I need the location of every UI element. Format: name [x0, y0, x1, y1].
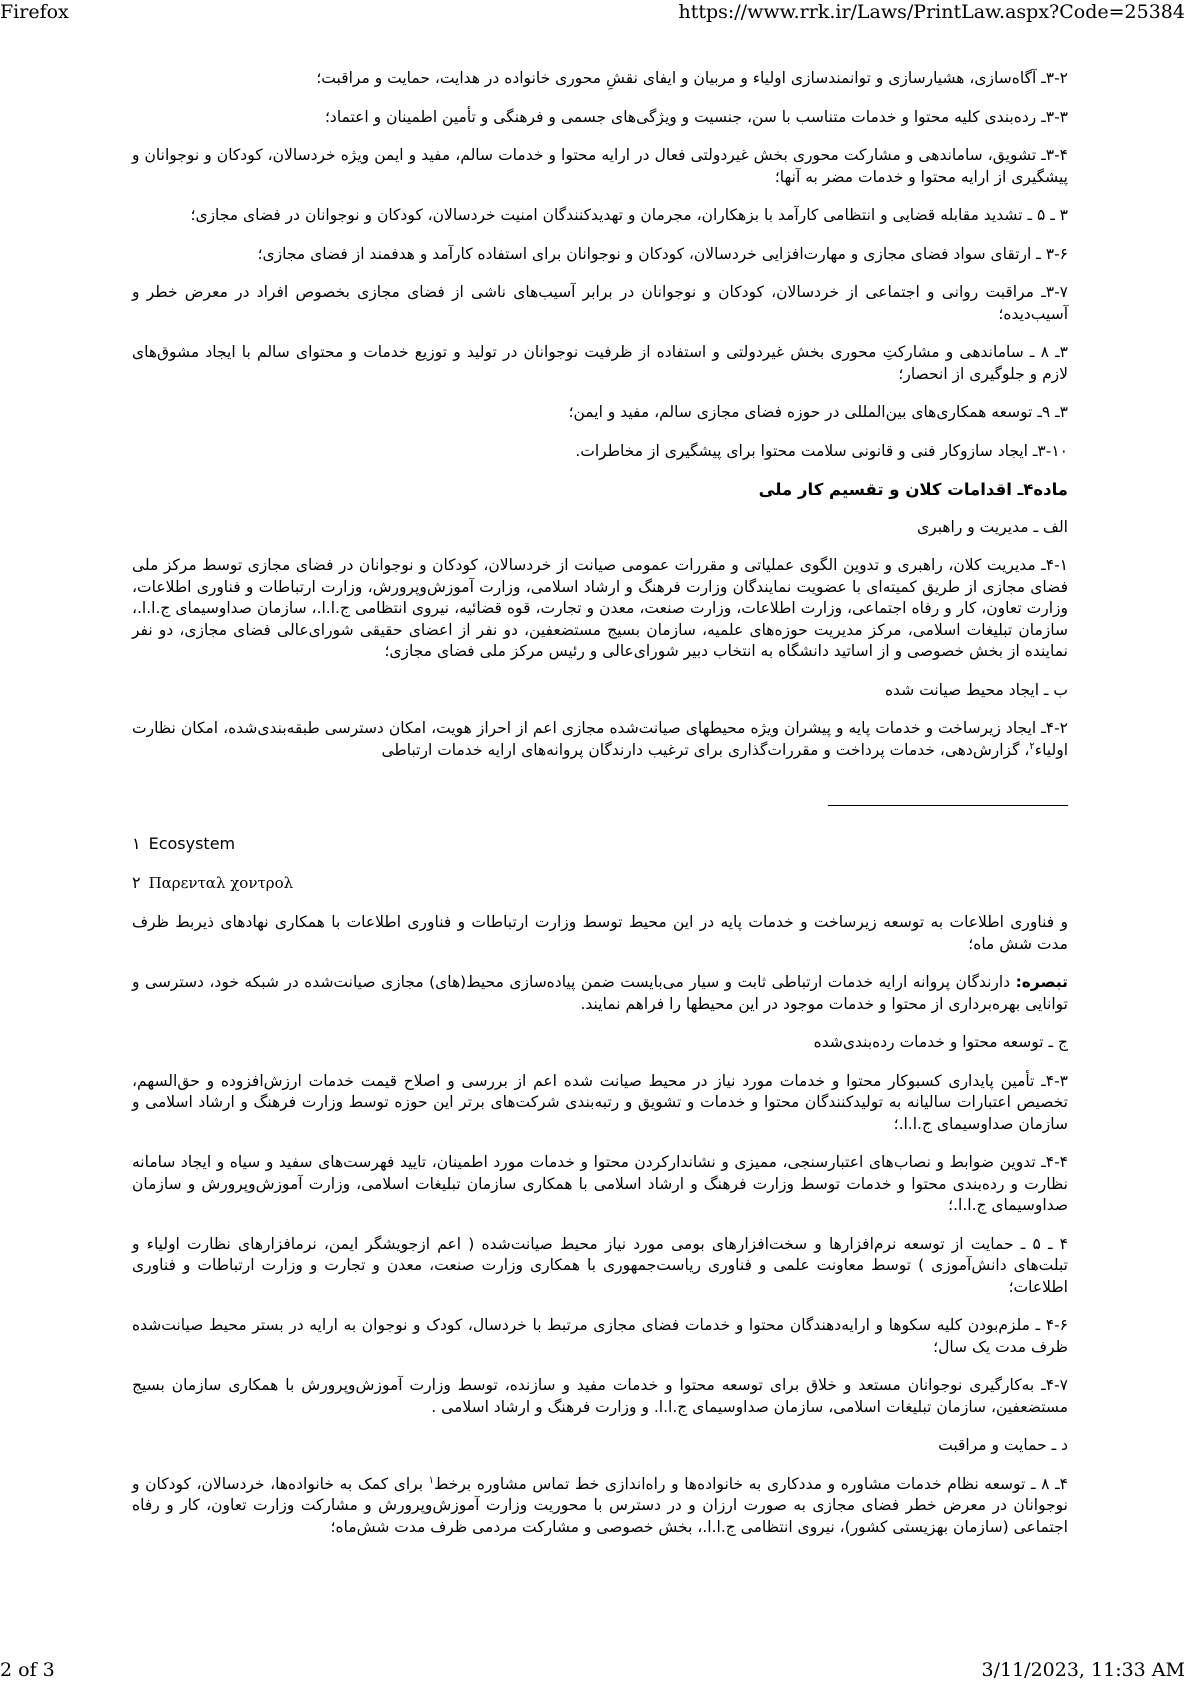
footnote-2-text: Παρενταλ χοντρολ	[148, 874, 294, 892]
page-counter: 2 of 3	[0, 1659, 55, 1681]
section-c-heading: ج ـ توسعه محتوا و خدمات رده‌بندی‌شده	[813, 1033, 1068, 1051]
footnote-ref-1[interactable]: ۱	[428, 1474, 435, 1486]
paragraph-4-2-part-b: ، گزارش‌دهی، خدمات پرداخت و مقررات‌گذاری برای ترغیب دارندگان پروانه‌های ارایه خدمات ارتباطی	[381, 740, 1030, 759]
footnote-1	[132, 834, 1068, 854]
article-4-heading: ماده۴ـ اقدامات کلان و تقسیم کار ملی	[758, 480, 1068, 499]
paragraph-3-2: ۳-۲ـ آگاه‌سازی، هشیارسازی و توانمندسازی اولیاء و مربیان و ایفای نقشِ محوری خانواده در هدایت، حمایت و مراقبت؛	[316, 69, 1068, 87]
page-url[interactable]: https://www.rrk.ir/Laws/PrintLaw.aspx?Code=25384	[678, 1, 1185, 23]
paragraph-3-3: ۳-۳ـ رده‌بندی کلیه محتوا و خدمات متناسب با سن، جنسیت و ویژگی‌های جسمی و فرهنگی و تأمین اطمینان و اعتماد؛	[324, 107, 1068, 126]
paragraph-4-8-part-a: ۴ـ ۸ ـ توسعه نظام خدمات مشاوره و مددکاری به خانواده‌ها و راه‌اندازی خط تماس مشاوره برخط	[434, 1474, 1068, 1493]
print-datetime: 3/11/2023, 11:33 AM	[981, 1659, 1185, 1681]
browser-name: Firefox	[0, 1, 69, 23]
paragraph-3-4: ۳-۴ـ تشویق، ساماندهی و مشارکت محوری بخش غیردولتی فعال در ارایه محتوا و خدمات سالم، مفید و ایمن ویژه خردسالان، کودکان و نوجوانان و پیشگیری از ارایه محتوا و خدمات مضر به آنها؛	[132, 146, 1068, 186]
paragraph-4-6: ۴-۶ ـ ملزم‌بودن کلیه سکوها و ارایه‌دهندگان محتوا و خدمات فضای مجازی مرتبط با خردسال، کودک و نوجوان به ارایه در بستر محیط صیانت‌شده ظرف مدت یک سال؛	[132, 1316, 1068, 1356]
paragraph-4-2-part-a: ۴-۲ـ ایجاد زیرساخت و خدمات پایه و پیشران ویژه محیطهای صیانت‌شده مجازی اعم از احراز هویت، امکان دسترسی طبقه‌بندی‌شده، امکان نظارت اولیاء	[132, 719, 1068, 759]
paragraph-3-9: ۳ـ ۹ـ توسعه همکاری‌های بین‌المللی در حوزه فضای مجازی سالم، مفید و ایمن؛	[568, 403, 1068, 421]
footnote-divider	[828, 805, 1068, 806]
section-a-heading: الف ـ مدیریت و راهبری	[917, 517, 1068, 536]
footnote-ref-2[interactable]: ۲	[1029, 740, 1035, 752]
footnote-2	[132, 873, 1068, 893]
paragraph-4-2-continued: و فناوری اطلاعات به توسعه زیرساخت و خدمات پایه در این محیط توسط وزارت ارتباطات و فناوری اطلاعات با همکاری نهادهای ذیربط ظرف مدت شش ماه؛	[132, 913, 1068, 953]
note-text: دارندگان پروانه ارایه خدمات ارتباطی ثابت و سیار می‌بایست ضمن پیاده‌سازی محیط(های) مجازی صیانت‌شده در شبکه خود، دسترسی و توانایی بهره‌برداری از محتوا و خدمات موجود در این محیطها را فراهم نمایند.	[132, 973, 1068, 1013]
paragraph-4-3: ۴-۳ـ تأمین پایداری کسبوکار محتوا و خدمات مورد نیاز در محیط صیانت شده اعم از بررسی و اصلاح قیمت خدمات ارزش‌افزوده و حق‌السهم، تخصیص اعتبارات سالیانه به تولیدکنندگان محتوا و خدمات و تشویق و رتبه‌بندی شرکت‌های برتر این حوزه توسط وزارت فرهنگ و ارشاد اسلامی و سازمان صداوسیمای ج.ا.ا.؛	[132, 1071, 1068, 1133]
paragraph-4-8-part-b: برای کمک به خانواده‌ها، خردسالان، کودکان و نوجوانان در معرض خطر فضای مجازی به صورت ارزان و در دسترس با محوریت وزارت آموزش‌وپرورش و مشارکت وزارت تعاون، کار و رفاه اجتماعی (سازمان بهزیستی کشور)، نیروی انتظامی ج.ا.ا.، بخش خصوصی و مشارکت مردمی ظرف مدت شش‌ماه؛	[132, 1474, 1068, 1536]
paragraph-4-5: ۴ ـ ۵ ـ حمایت از توسعه نرم‌افزارها و سخت‌افزارهای بومی مورد نیاز محیط صیانت‌شده ( اعم ازجویشگر ایمن، نرمافزارهای نظارت اولیاء و تبلت‌های دانش‌آموزی ) توسط معاونت علمی و فناوری ریاست‌جمهوری با همکاری وزارت صنعت، معدن و تجارت و وزارت ارتباطات و فناوری اطلاعات؛	[132, 1234, 1068, 1296]
section-b-heading: ب ـ ایجاد محیط صیانت شده	[884, 680, 1068, 699]
paragraph-3-7: ۳-۷ـ مراقبت روانی و اجتماعی از خردسالان، کودکان و نوجوانان در برابر آسیب‌های ناشی از فضای مجازی بخصوص افراد در معرض خطر و آسیب‌دیده؛	[132, 283, 1068, 323]
footnote-1-number: ۱	[132, 834, 141, 853]
paragraph-4-7: ۴-۷ـ به‌کارگیری نوجوانان مستعد و خلاق برای توسعه محتوا و خدمات مفید و سازنده، توسط وزارت آموزش‌وپرورش با همکاری سازمان بسیج مستضعفین، سازمان تبلیغات اسلامی، سازمان صداوسیمای ج.ا.ا. و وزارت فرهنگ و ارشاد اسلامی .	[132, 1376, 1068, 1416]
paragraph-3-6: ۳-۶ ـ ارتقای سواد فضای مجازی و مهارت‌افزایی خردسالان، کودکان و نوجوانان برای استفاده کارآمد و هدفمند از فضای مجازی؛	[257, 244, 1068, 263]
section-d-heading: د ـ حمایت و مراقبت	[938, 1436, 1068, 1454]
document-body	[132, 68, 1068, 1555]
footnote-1-text: Ecosystem	[148, 834, 236, 853]
note-paragraph	[132, 972, 1068, 1015]
footnote-2-number: ۲	[132, 873, 141, 892]
paragraph-4-4: ۴-۴ـ تدوین ضوابط و نصاب‌های اعتبارسنجی، ممیزی و نشاندارکردن محتوا و خدمات مورد اطمینان، تایید فهرست‌های سفید و سیاه و ایجاد سامانه نظارت و رده‌بندی محتوا و خدمات توسط وزارت فرهنگ و ارشاد اسلامی با همکاری سازمان تبلیغات اسلامی، وزارت آموزش‌وپرورش و سازمان صداوسیمای ج.ا.ا.؛	[132, 1153, 1068, 1214]
paragraph-3-8: ۳ـ ۸ ـ ساماندهی و مشارکتِ محوری بخش غیردولتی و استفاده از ظرفیت نوجوانان در تولید و توزیع خدمات و محتوای سالم با ایجاد مشوق‌های لازم و جلوگیری از انحصار؛	[132, 343, 1068, 383]
paragraph-3-10: ۳-۱۰ـ ایجاد سازوکار فنی و قانونی سلامت محتوا برای پیشگیری از مخاطرات.	[575, 441, 1068, 460]
paragraph-4-1: ۴-۱ـ مدیریت کلان، راهبری و تدوین الگوی عملیاتی و مقررات عمومی صیانت از خردسالان، کودکان و نوجوانان در فضای مجازی توسط مرکز ملی فضای مجازی از طریق کمیته‌ای با عضویت نمایندگان وزارت فرهنگ و ارشاد اسلامی، وزارت آموزش‌وپرورش، وزارت ارتباطات و فناوری اطلاعات، وزارت تعاون، کار و رفاه اجتماعی، وزارت اطلاعات، وزارت صنعت، معدن و تجارت، قوه قضائیه، نیروی انتظامی ج.ا.ا.، سازمان صداوسیمای ج.ا.ا.، سازمان تبلیغات اسلامی، مرکز مدیریت حوزه‌های علمیه، سازمان بسیج مستضعفین، دو نفر از اعضای حقیقی شورای‌عالی فضای مجازی، دو نفر نماینده از بخش خصوصی و از اساتید دانشگاه به انتخاب دبیر شورای‌عالی و رئیس مرکز ملی فضای مجازی؛	[132, 556, 1068, 660]
paragraph-4-2	[132, 718, 1068, 761]
paragraph-4-8	[132, 1474, 1068, 1539]
paragraph-3-5: ۳ ـ ۵ ـ تشدید مقابله قضایی و انتظامی کارآمد با بزهکاران، مجرمان و تهدیدکنندگان امنیت خردسالان، کودکان و نوجوانان در فضای مجازی؛	[190, 206, 1068, 224]
note-label: تبصره:	[1015, 973, 1068, 991]
